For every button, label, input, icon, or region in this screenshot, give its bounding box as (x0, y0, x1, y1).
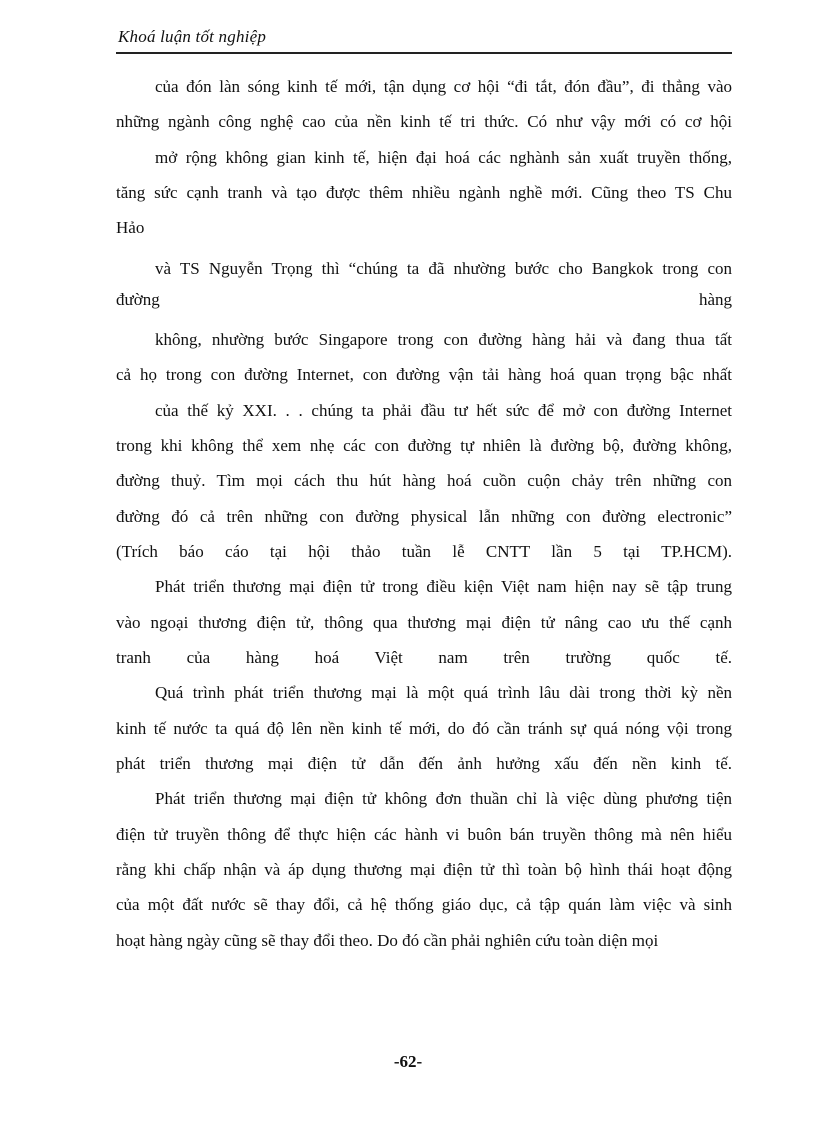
text-line: mở rộng không gian kinh tế, hiện đại hoá các nghành sản xuất truyền thống, (155, 148, 732, 167)
text-line: của một đất nước sẽ thay đổi, cả hệ thống giáo dục, cả tập quán làm việc và sinh (116, 895, 732, 914)
text-line: hoạt hàng ngày cũng sẽ thay đổi theo. Do đó cần phải nghiên cứu toàn diện mọi (116, 931, 659, 950)
text-line: rằng khi chấp nhận và áp dụng thương mại điện tử thì toàn bộ hình thái hoạt động (116, 860, 732, 879)
text-line: đường thuỷ. Tìm mọi cách thu hút hàng hoá cuồn cuộn chảy trên những con (116, 471, 732, 490)
text-line: vào ngoại thương điện tử, thông qua thương mại điện tử nâng cao ưu thế cạnh (116, 613, 732, 632)
text-line: của thế kỷ XXI. . . chúng ta phải đầu tư hết sức để mở con đường Internet (155, 401, 732, 420)
text-line: Hảo (116, 218, 145, 237)
text-line: của đón làn sóng kinh tế mới, tận dụng cơ hội “đi tắt, đón đầu”, đi thẳng vào (155, 77, 732, 96)
text-line: Phát triển thương mại điện tử không đơn thuần chỉ là việc dùng phương tiện (155, 789, 732, 808)
text-line: phát triển thương mại điện tử dẫn đến ảnh hưởng xấu đến nền kinh tế. (116, 754, 732, 773)
text-line: cả họ trong con đường Internet, con đường vận tải hàng hoá quan trọng bậc nhất (116, 365, 732, 384)
text-line: Quá trình phát triển thương mại là một quá trình lâu dài trong thời kỳ nền (155, 683, 732, 702)
text-line: kinh tế nước ta quá độ lên nền kinh tế mới, do đó cần tránh sự quá nóng vội trong (116, 719, 732, 738)
text-line: (Trích báo cáo tại hội thảo tuần lễ CNTT lần 5 tại TP.HCM). (116, 542, 732, 561)
text-line: và TS Nguyễn Trọng thì “chúng ta đã nhường bước cho Bangkok trong con (155, 259, 732, 278)
text-line: không, nhường bước Singapore trong con đường hàng hải và đang thua tất (155, 330, 732, 349)
text-line: trong khi không thể xem nhẹ các con đường tự nhiên là đường bộ, đường không, (116, 436, 732, 455)
page-header (116, 24, 732, 54)
text-line: những ngành công nghệ cao của nền kinh tế tri thức. Có như vậy mới có cơ hội (116, 112, 732, 131)
text-line: tăng sức cạnh tranh và tạo được thêm nhiều ngành nghề mới. Cũng theo TS Chu (116, 183, 732, 202)
header-title: Khoá luận tốt nghiệp (118, 27, 267, 46)
page-number: -62- (393, 1052, 423, 1071)
text-line: tranh của hàng hoá Việt nam trên trường quốc tế. (116, 648, 732, 667)
text-line: đường hàng (116, 290, 732, 309)
text-line: Phát triển thương mại điện tử trong điều kiện Việt nam hiện nay sẽ tập trung (155, 577, 732, 596)
text-line: đường đó cả trên những con đường physical lẫn những con đường electronic” (116, 507, 732, 526)
text-line: điện tử truyền thông để thực hiện các hành vi buôn bán truyền thông mà nên hiểu (116, 825, 732, 844)
